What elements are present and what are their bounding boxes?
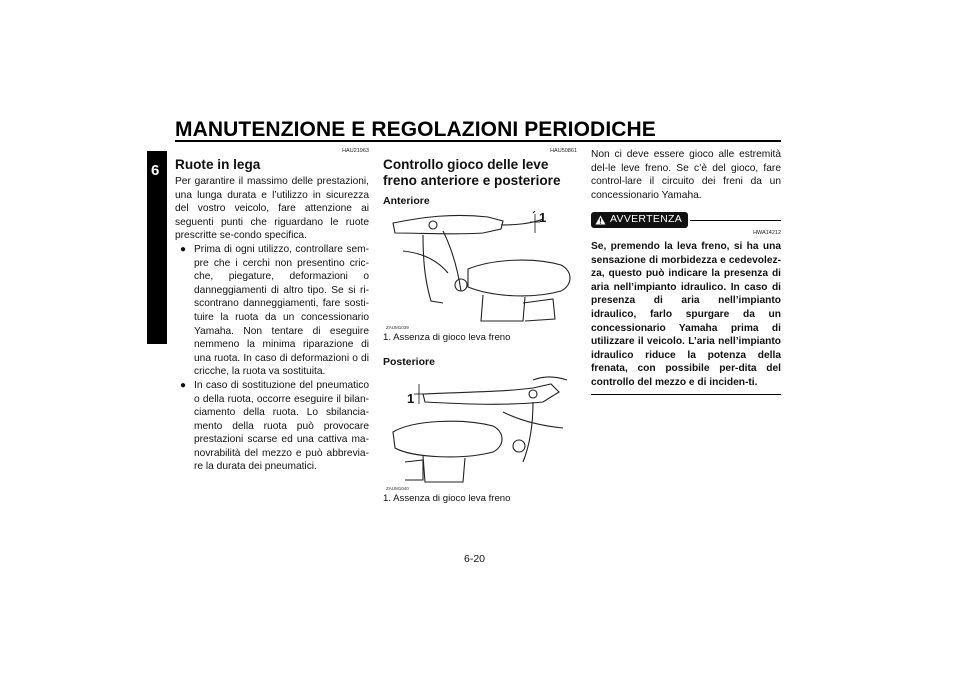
front-subheading: Anteriore [383, 195, 430, 207]
rear-brake-lever-figure [383, 372, 579, 490]
chapter-tab-number: 6 [151, 162, 160, 179]
section-code: HAU50861 [550, 148, 577, 154]
middle-column [383, 148, 577, 505]
page-header-title: MANUTENZIONE E REGOLAZIONI PERIODICHE [175, 118, 656, 141]
figure-caption: 1. Assenza di gioco leva freno [383, 331, 511, 343]
warning-triangle-icon [595, 215, 606, 225]
header-rule [175, 140, 781, 142]
figure-caption: 1. Assenza di gioco leva freno [383, 492, 511, 504]
chapter-tab [147, 151, 167, 344]
figure-callout: 1 [539, 209, 547, 225]
front-brake-lever-figure [383, 211, 579, 329]
warning-label: AVVERTENZA [610, 213, 683, 226]
section-intro: Non ci deve essere gioco alle estremità del-le leve freno. Se c’è del gioco, fare control-lare il circuito dei freni da un concessionario Yamaha. [591, 149, 781, 201]
rear-brake-lever-illustration [383, 372, 579, 488]
list-item [175, 243, 369, 379]
warning-header [591, 212, 781, 228]
bullet-text: Prima di ogni utilizzo, controllare sem-pre che i cerchi non presentino cric-che, piegature, deformazioni o danneggiamenti di altro tipo. Se si ri-scontrano danneggiamenti, fare sosti-tuire la ruota da un concessionario Yamaha. Non tentare di eseguire nemmeno la minima riparazione di una ruota. In caso di deformazioni o di cricche, la ruota va sostituita. [194, 243, 369, 378]
figure-code: ZAUM1039 [386, 324, 409, 330]
warning-text: Se, premendo la leva freno, si ha una sensazione di morbidezza e cedevolez-za, questo può indicare la presenza di aria nell’impianto idraulico. In caso di presenza di aria nell’impianto idraulico, farlo spurgare da un concessionario Yamaha prima di utilizzare il veicolo. L’aria nell’impianto idraulico riduce la potenza della frenata, con possibile per-dita del controllo del mezzo e di inciden-ti. [591, 240, 781, 388]
rear-subheading: Posteriore [383, 356, 435, 369]
bullet-list [175, 243, 369, 474]
warning-end-rule [591, 394, 781, 395]
warning-rule [690, 220, 781, 221]
list-item [175, 379, 369, 474]
section-code: HAU21963 [342, 148, 369, 154]
warning-badge [591, 212, 688, 228]
front-brake-lever-illustration [383, 211, 579, 327]
bullet-icon: ● [180, 243, 187, 255]
figure-code: ZAUM1040 [386, 485, 409, 491]
bullet-icon: ● [180, 379, 187, 391]
page-number: 6-20 [464, 553, 486, 565]
section-heading: Ruote in lega [175, 157, 261, 172]
section-heading: Controllo gioco delle leve freno anteriore e posteriore [383, 157, 561, 188]
right-column [591, 148, 781, 395]
figure-callout: 1 [407, 390, 415, 406]
bullet-text: In caso di sostituzione del pneumatico o della ruota, occorre eseguire il bilan-ciamento della ruota. Lo sbilancia-mento della ruota può provocare prestazioni scarse ed una cattiva ma-novrabilità del mezzo e può abbrevia-re la durata dei pneumatici. [194, 379, 369, 473]
left-column [175, 148, 369, 474]
section-intro: Per garantire il massimo delle prestazioni, una lunga durata e l’utilizzo in sicurezza del vostro veicolo, fare attenzione ai seguenti punti che riguardano le ruote prescritte se-condo specifica. [175, 176, 369, 242]
warning-code: HWA14212 [753, 229, 781, 236]
